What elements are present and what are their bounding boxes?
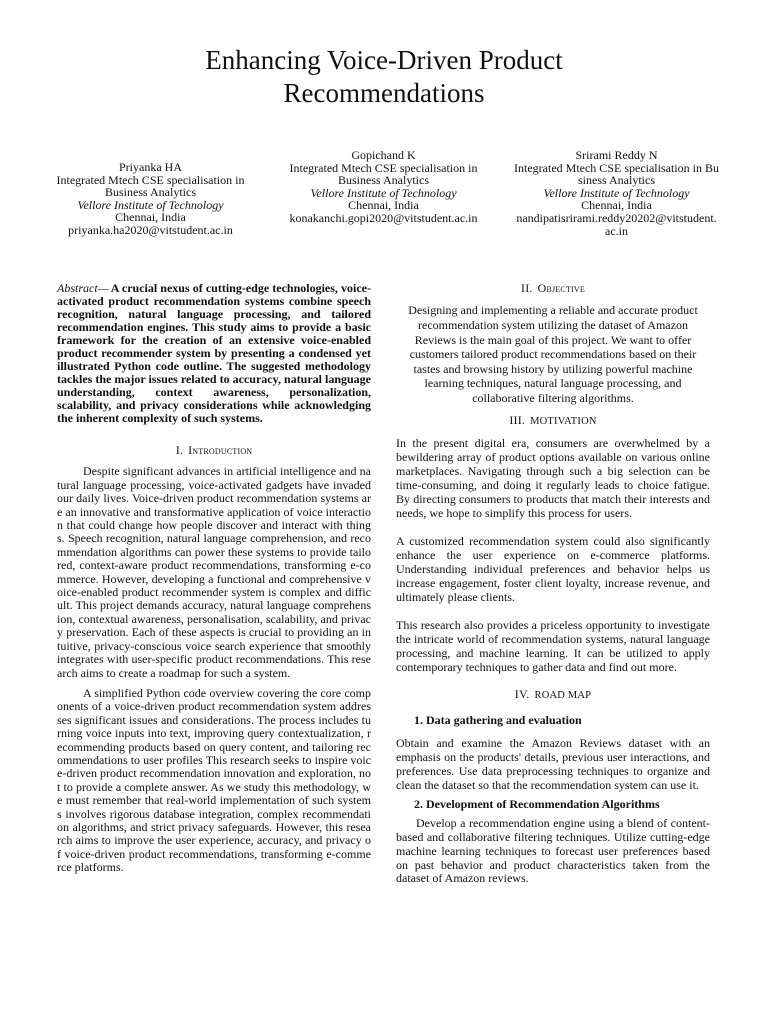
motivation-paragraph-3: This research also provides a priceless opportunity to investigate the intricate world of recommendation systems, natural language processing, and machine learning. It can be utilized to apply contemporary techniques to gather data and find out more.: [396, 617, 710, 674]
section-title: ROAD MAP: [534, 689, 592, 701]
section-number: II.: [521, 281, 533, 295]
objective-paragraph: Designing and implementing a reliable and accurate product recommendation system utilizing the dataset of Amazon Reviews is the main goal of this project. We want to offer customers tailored product recommendations based on their tastes and browsing history by utilizing powerful machine learning techniques, natural language processing, and collaborative filtering algorithms.: [408, 303, 698, 405]
author-email: nandipatisrirami.reddy20202@vitstudent.ac.in: [516, 210, 717, 238]
section-heading-objective: [396, 282, 710, 295]
section-number: III.: [509, 412, 526, 427]
author-name: Gopichand K: [351, 148, 416, 162]
roadmap-step-2-text: Develop a recommendation engine using a blend of content-based and collaborative filtering techniques. Utilize cutting-edge machine learning techniques to forecast user preferences based on past behavior and product characteristics taken from the dataset of Amazon reviews.: [396, 816, 710, 886]
section-title: Objective: [537, 281, 585, 295]
author-location: Chennai, India: [115, 210, 186, 225]
left-column: [57, 282, 371, 882]
author-name: Priyanka HA: [119, 160, 182, 174]
intro-paragraph-1: Despite significant advances in artificial intelligence and natural language processing, voice-activated gadgets have invaded our daily lives. Voice-driven product recommendation systems are an innovative and transformative application of voice interaction that could change how people discover and interact with things. Speech recognition, natural language comprehension, and recommendation algorithms can power these systems to provide tailored, context-aware product recommendations, transforming e-commerce. However, developing a functional and comprehensive voice-enabled product recommender system is complex and difficult. This project demands accuracy, natural language comprehension, contextual awareness, personalisation, scalability, and privacy preservation. Each of these aspects is crucial to providing an intuitive, privacy-conscious voice search experience that smoothly integrates with user-specific product recommendations. This research aims to create a roadmap for such a system.: [57, 464, 371, 680]
roadmap-step-2-title: 2. Development of Recommendation Algorithms: [414, 796, 660, 811]
paper-title: Enhancing Voice-Driven Product Recommendations: [205, 45, 563, 108]
section-title: Introduction: [188, 443, 253, 457]
author-email: konakanchi.gopi2020@vitstudent.ac.in: [289, 210, 478, 225]
abstract-label: Abstract—: [57, 281, 109, 295]
author-institute: Vellore Institute of Technology: [310, 185, 457, 200]
author-location: Chennai, India: [348, 198, 419, 213]
section-title: MOTIVATION: [530, 415, 597, 427]
section-number: IV.: [514, 686, 530, 701]
author-dept: Integrated Mtech CSE specialisation in Business Analytics: [56, 172, 245, 200]
author-institute: Vellore Institute of Technology: [543, 185, 690, 200]
section-heading-roadmap: [396, 688, 710, 702]
section-heading-introduction: [57, 444, 371, 457]
abstract: [57, 282, 371, 425]
author-block-1: [48, 161, 253, 237]
motivation-paragraph-1: In the present digital era, consumers are overwhelmed by a bewildering array of product options available on various online marketplaces. Navigating through such a big selection can be time-consuming, and doing it regularly leads to choice fatigue. By directing consumers to products that match their interests and needs, we hope to simplify this process for users.: [396, 435, 710, 520]
author-dept: Integrated Mtech CSE specialisation in Business Analytics: [514, 160, 719, 188]
roadmap-step-1-title: 1. Data gathering and evaluation: [414, 713, 582, 728]
section-number: I.: [175, 443, 184, 457]
author-institute: Vellore Institute of Technology: [77, 197, 224, 212]
author-block-2: [281, 149, 486, 225]
motivation-paragraph-2: A customized recommendation system could also significantly enhance the user experience on e-commerce platforms. Understanding individual preferences and behavior helps us increase engagement, foster client loyalty, increase revenue, and ultimately please clients.: [396, 533, 710, 604]
intro-paragraph-2: A simplified Python code overview covering the core components of a voice-driven product recommendation system addresses significant issues and considerations. The process includes turning voice inputs into text, improving query contextualization, recommending products based on query content, and tailoring recommendations to user profiles This research seeks to inspire voice-driven product recommendation innovation and exploration, not to provide a complete answer. As we study this methodology, we must remember that real-world implementation of such systems involves rigorous database integration, complex recommendation algorithms, and strict privacy safeguards. However, this research aims to improve the user experience, accuracy, and privacy of voice-driven product recommendations, transforming e-commerce platforms.: [57, 685, 371, 875]
author-email: priyanka.ha2020@vitstudent.ac.in: [68, 222, 233, 237]
author-location: Chennai, India: [581, 198, 652, 213]
roadmap-step-1-text: Obtain and examine the Amazon Reviews dataset with an emphasis on the products' details, previous user interactions, and preferences. Use data preprocessing techniques to organize and clean the dataset so that the recommendation system can use it.: [396, 735, 710, 792]
author-block-3: [514, 149, 719, 237]
abstract-text: A crucial nexus of cutting-edge technologies, voice-activated product recommendation systems combine speech recognition, natural language processing, and tailored recommendation engines. This study aims to provide a basic framework for the creation of an extensive voice-enabled product recommender system by presenting a condensed yet illustrated Python code outline. The suggested methodology tackles the major issues related to accuracy, natural language understanding, context awareness, personalization, scalability, and privacy considerations while acknowledging the inherent complexity of such systems.: [57, 281, 371, 425]
right-column: [396, 282, 710, 892]
section-heading-motivation: [396, 414, 710, 428]
author-dept: Integrated Mtech CSE specialisation in Business Analytics: [289, 160, 478, 188]
author-name: Srirami Reddy N: [575, 148, 658, 162]
